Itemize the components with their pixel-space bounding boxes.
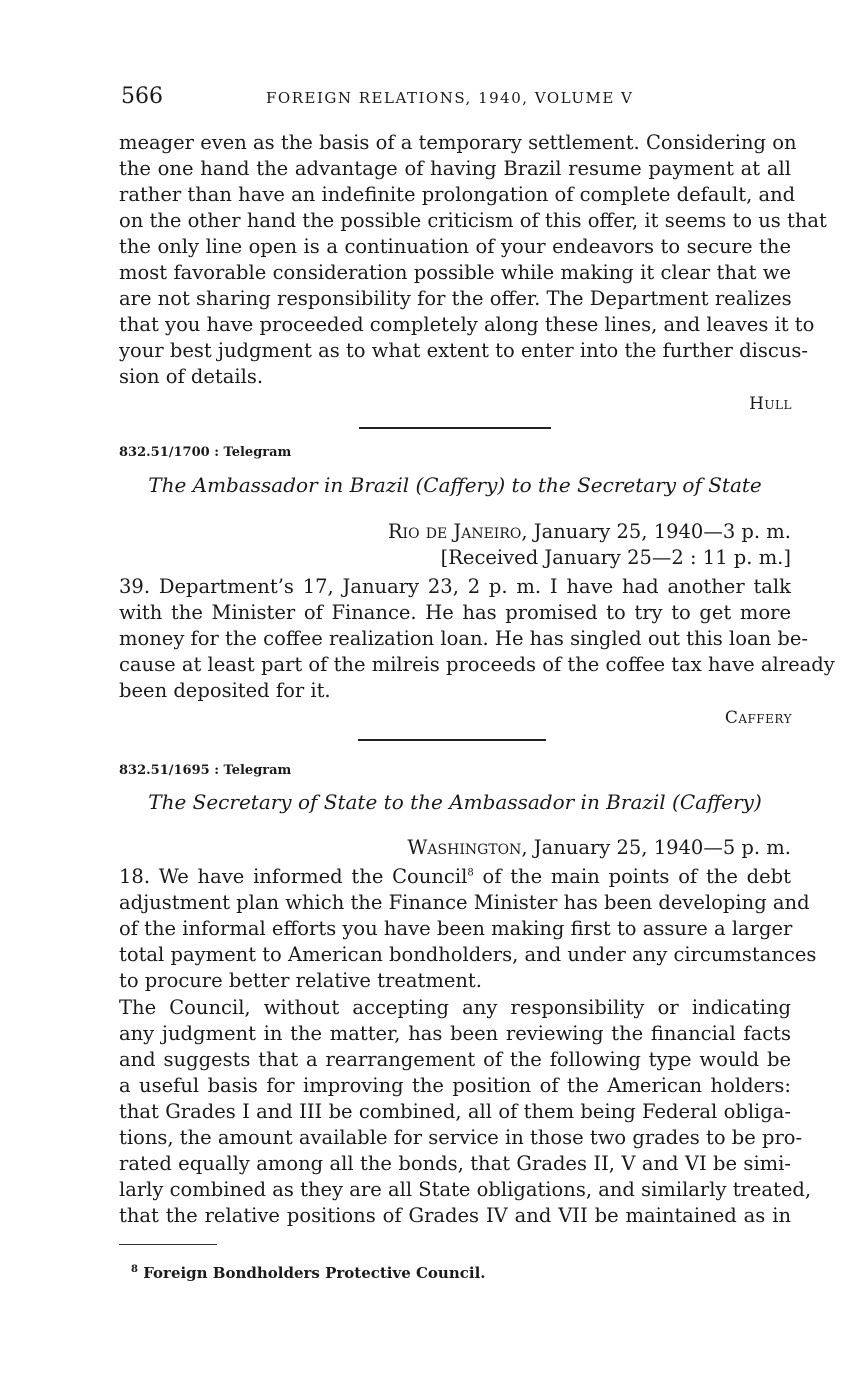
section-divider xyxy=(359,427,551,429)
received-line: [Received January 25—2 : 11 p. m.] xyxy=(440,546,791,569)
body-line: money for the coffee realization loan. He has singled out this loan be- xyxy=(119,627,808,650)
footnote-divider xyxy=(119,1244,217,1245)
body-line: total payment to American bondholders, and under any circumstances xyxy=(119,943,817,966)
signature: Caffery xyxy=(724,708,792,728)
body-line: a useful basis for improving the position of the American holders: xyxy=(119,1074,791,1097)
footnote-mark: 8 xyxy=(467,867,474,879)
body-line: the one hand the advantage of having Brazil resume payment at all xyxy=(119,157,791,180)
body-line: the only line open is a continuation of your endeavors to secure the xyxy=(119,235,791,258)
body-line: tions, the amount available for service in those two grades to be pro- xyxy=(119,1126,803,1149)
document-title: The Ambassador in Brazil (Caffery) to the Secretary of State xyxy=(148,473,762,497)
body-line: that the relative positions of Grades IV and VII be maintained as in xyxy=(119,1204,791,1227)
file-reference: 832.51/1695 : Telegram xyxy=(119,763,292,778)
footnote-text: Foreign Bondholders Protective Council. xyxy=(143,1264,486,1282)
body-line: on the other hand the possible criticism of this offer, it seems to us that xyxy=(119,209,827,232)
body-line: cause at least part of the milreis proceeds of the coffee tax have already xyxy=(119,653,835,676)
body-line: been deposited for it. xyxy=(119,679,331,702)
body-line: of the informal efforts you have been making first to assure a larger xyxy=(119,917,793,940)
dateline-place: Rio de Janeiro xyxy=(387,520,522,543)
dateline-date: , January 25, 1940—5 p. m. xyxy=(521,836,791,859)
body-line: are not sharing responsibility for the offer. The Department realizes xyxy=(119,287,792,310)
body-line: any judgment in the matter, has been reviewing the financial facts xyxy=(119,1022,791,1045)
body-line xyxy=(119,867,791,887)
body-line: rather than have an indefinite prolongation of complete default, and xyxy=(119,183,796,206)
footnote-mark: 8 xyxy=(131,1264,138,1275)
document-title: The Secretary of State to the Ambassador in Brazil (Caffery) xyxy=(148,790,762,814)
body-line: with the Minister of Finance. He has promised to try to get more xyxy=(119,601,791,624)
body-line: to procure better relative treatment. xyxy=(119,969,482,992)
body-line: sion of details. xyxy=(119,365,264,388)
body-line: that Grades I and III be combined, all of them being Federal obliga- xyxy=(119,1100,791,1123)
body-line: and suggests that a rearrangement of the following type would be xyxy=(119,1048,791,1071)
body-text: 18. We have informed the Council xyxy=(119,865,468,888)
running-title: FOREIGN RELATIONS, 1940, VOLUME V xyxy=(266,89,634,107)
body-line: rated equally among all the bonds, that Grades II, V and VI be simi- xyxy=(119,1152,791,1175)
body-line: your best judgment as to what extent to enter into the further discus- xyxy=(119,339,808,362)
page-number: 566 xyxy=(121,84,163,109)
body-line: meager even as the basis of a temporary settlement. Considering on xyxy=(119,131,797,154)
dateline xyxy=(119,838,791,858)
body-line: that you have proceeded completely along these lines, and leaves it to xyxy=(119,313,815,336)
body-line: larly combined as they are all State obligations, and similarly treated, xyxy=(119,1178,812,1201)
signature: Hull xyxy=(749,394,792,414)
body-line: most favorable consideration possible while making it clear that we xyxy=(119,261,791,284)
body-line: adjustment plan which the Finance Minister has been developing and xyxy=(119,891,810,914)
body-line: The Council, without accepting any responsibility or indicating xyxy=(119,996,791,1019)
section-divider xyxy=(358,739,546,741)
body-line: 39. Department’s 17, January 23, 2 p. m. I have had another talk xyxy=(119,575,791,598)
file-reference: 832.51/1700 : Telegram xyxy=(119,445,292,460)
footnote xyxy=(131,1264,486,1282)
dateline-place: Washington xyxy=(407,836,522,859)
dateline xyxy=(119,522,791,542)
dateline-date: , January 25, 1940—3 p. m. xyxy=(521,520,791,543)
body-text: of the main points of the debt xyxy=(473,865,791,888)
